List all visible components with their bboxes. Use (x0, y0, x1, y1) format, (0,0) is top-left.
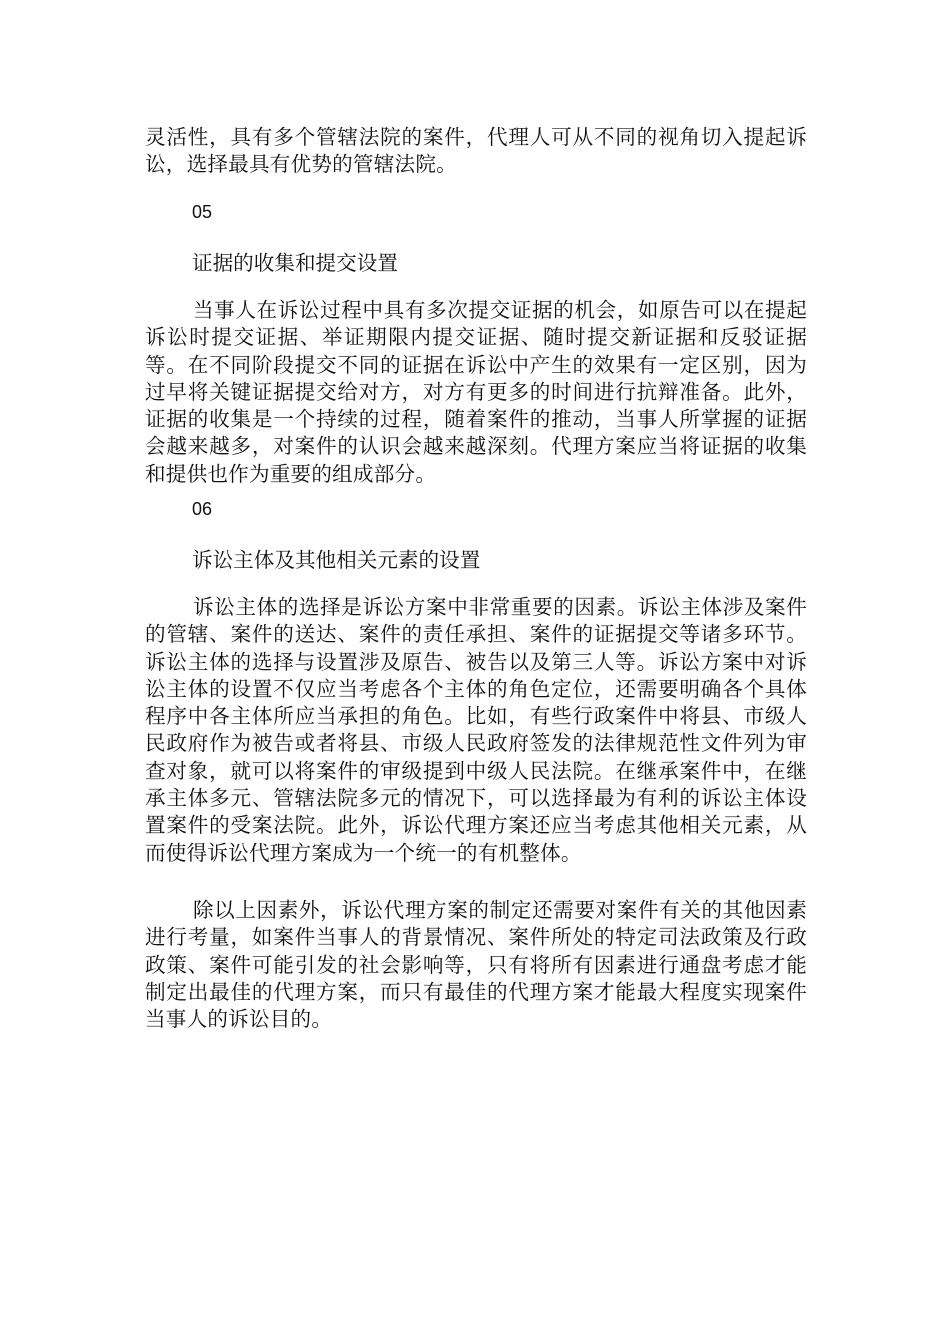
section-heading: 证据的收集和提交设置 (192, 251, 398, 275)
section-paragraph: 除以上因素外，诉讼代理方案的制定还需要对案件有关的其他因素进行考量，如案件当事人的背景情况、案件所处的特定司法政策及行政政策、案件可能引发的社会影响等，只有将所有因素进行通盘考虑才能制定出最佳的代理方案，而只有最佳的代理方案才能最大程度实现案件当事人的诉讼目的。 (145, 898, 807, 1032)
section-paragraph: 诉讼主体的选择是诉讼方案中非常重要的因素。诉讼主体涉及案件的管辖、案件的送达、案件的责任承担、案件的证据提交等诸多环节。诉讼主体的选择与设置涉及原告、被告以及第三人等。诉讼方案中对诉讼主体的设置不仅应当考虑各个主体的角色定位，还需要明确各个具体程序中各主体所应当承担的角色。比如，有些行政案件中将县、市级人民政府作为被告或者将县、市级人民政府签发的法律规范性文件列为审查对象，就可以将案件的审级提到中级人民法院。在继承案件中，在继承主体多元、管辖法院多元的情况下，可以选择最为有利的诉讼主体设置案件的受案法院。此外，诉讼代理方案还应当考虑其他相关元素，从而使得诉讼代理方案成为一个统一的有机整体。 (145, 595, 807, 865)
section-number: 05 (192, 202, 213, 222)
section-paragraph: 当事人在诉讼过程中具有多次提交证据的机会，如原告可以在提起诉讼时提交证据、举证期限内提交证据、随时提交新证据和反驳证据等。在不同阶段提交不同的证据在诉讼中产生的效果有一定区别，因为过早将关键证据提交给对方，对方有更多的时间进行抗辩准备。此外，证据的收集是一个持续的过程，随着案件的推动，当事人所掌握的证据会越来越多，对案件的认识会越来越深刻。代理方案应当将证据的收集和提供也作为重要的组成部分。 (145, 298, 807, 486)
section-number: 06 (192, 499, 213, 519)
continuation-paragraph: 灵活性，具有多个管辖法院的案件，代理人可从不同的视角切入提起诉讼，选择最具有优势的管辖法院。 (145, 125, 807, 177)
section-heading: 诉讼主体及其他相关元素的设置 (192, 548, 481, 572)
